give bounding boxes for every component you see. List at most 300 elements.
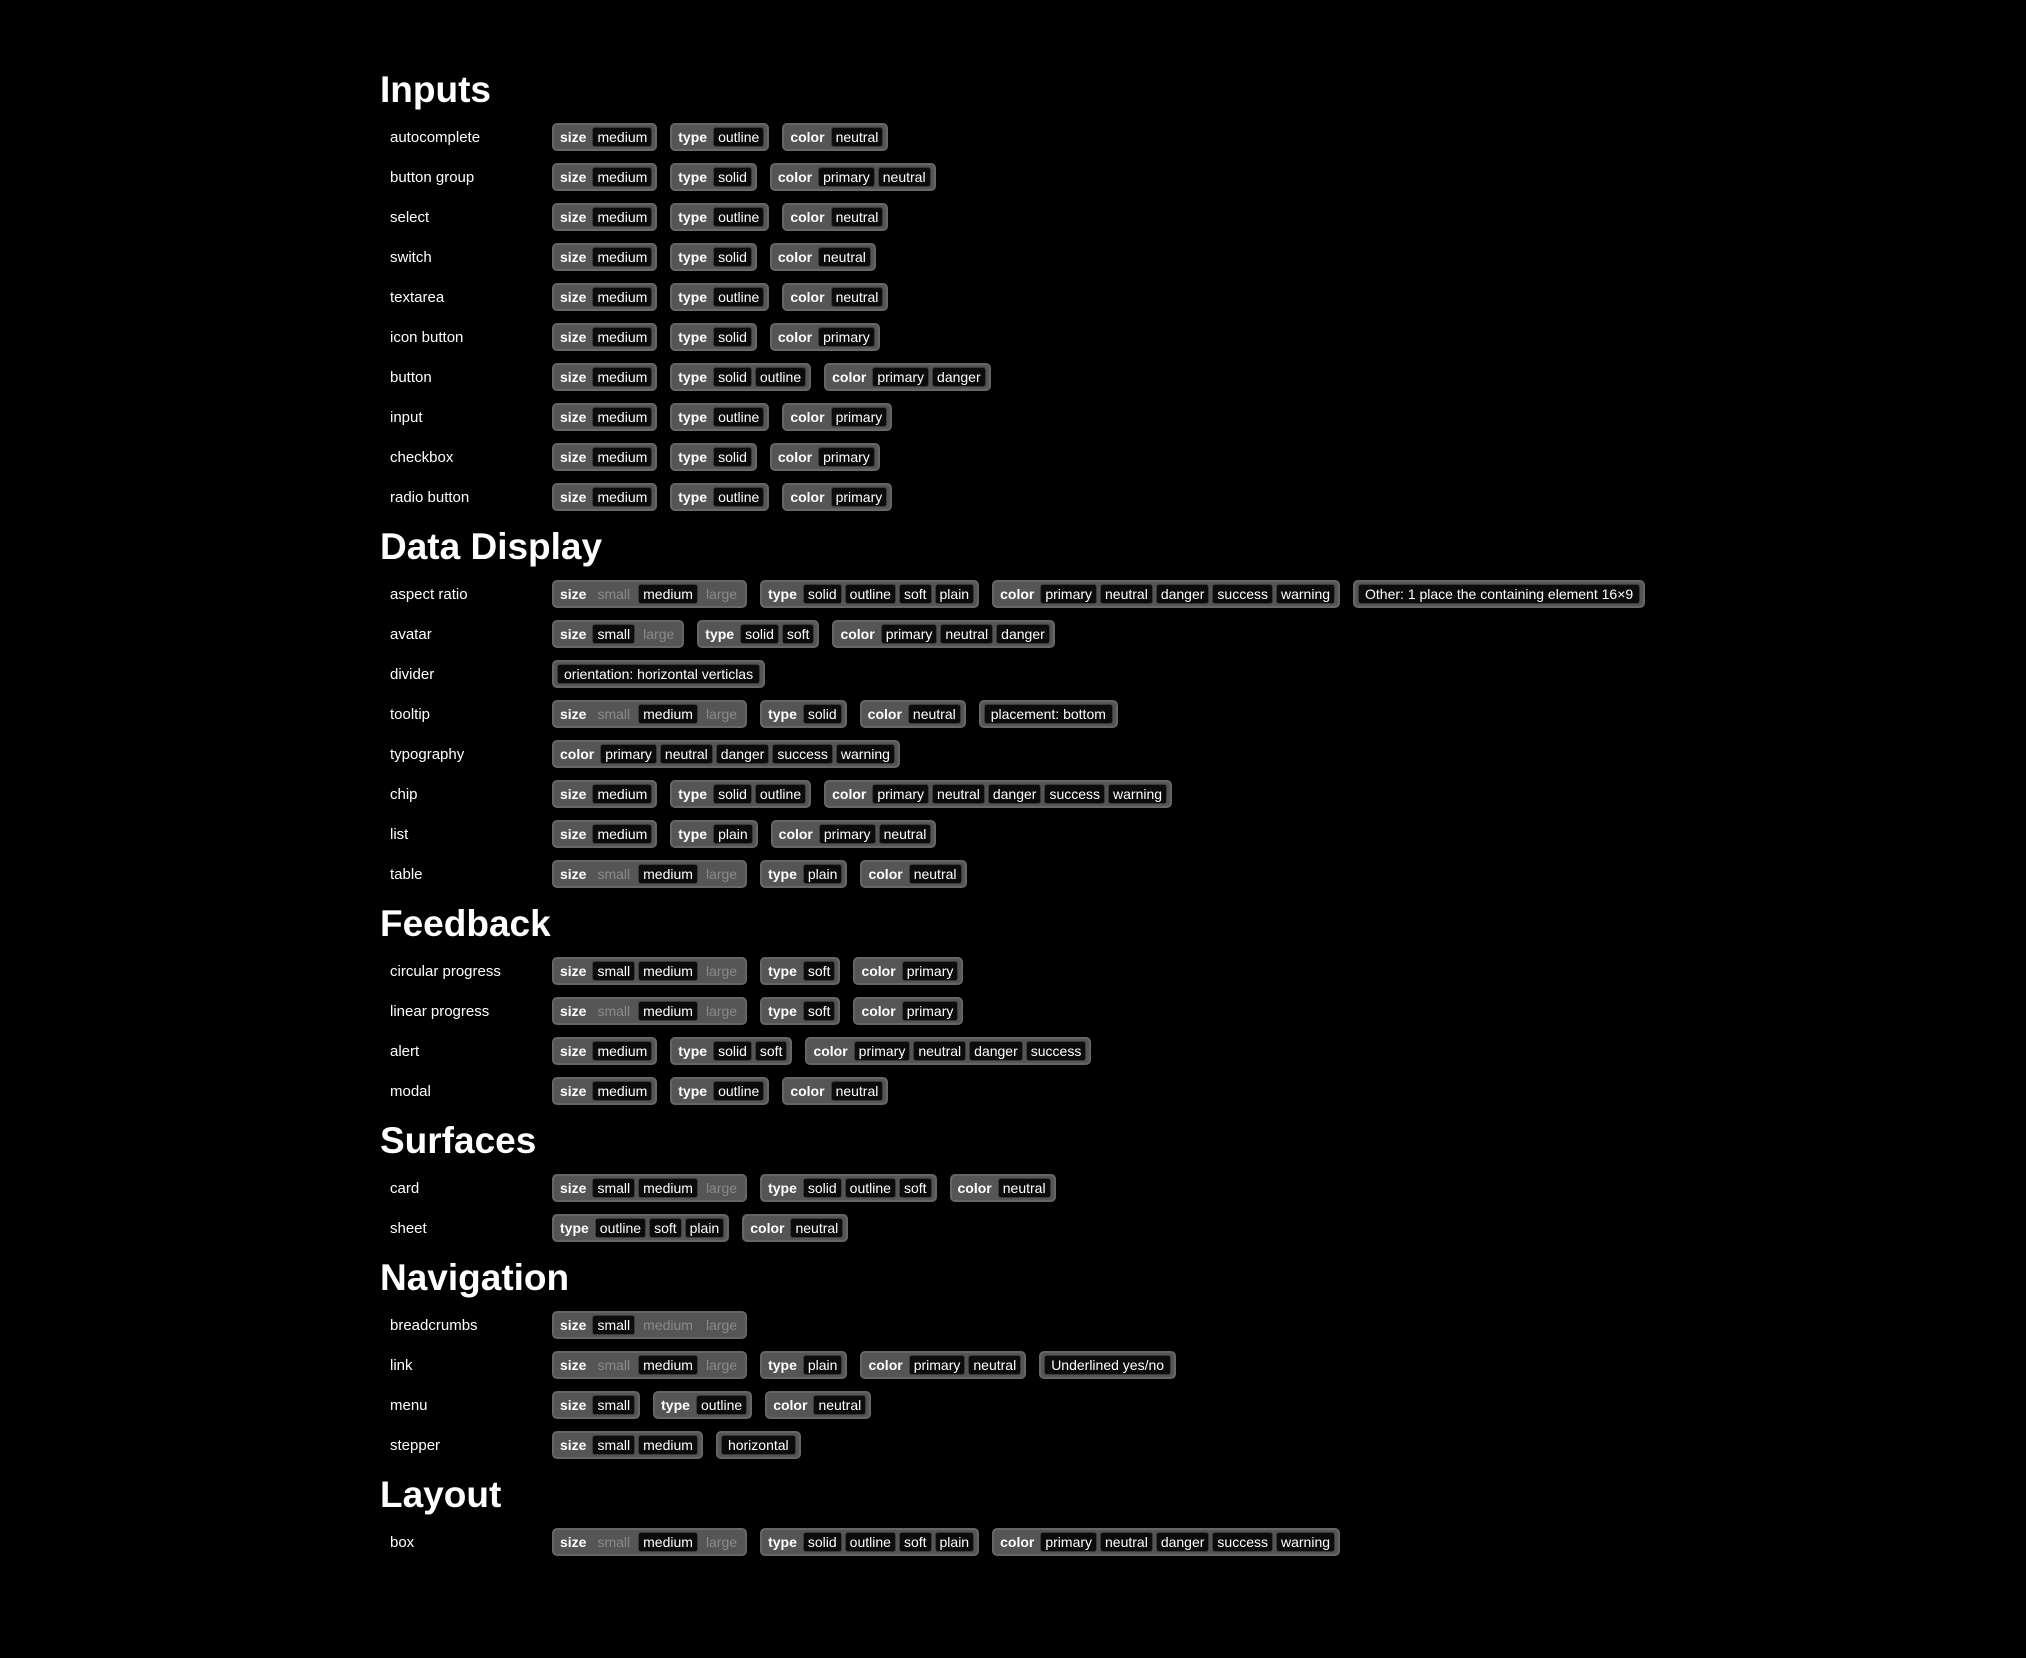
component-row-radio-button <box>380 477 1980 517</box>
option-solid: solid <box>803 704 842 724</box>
option-plain: plain <box>803 864 843 884</box>
prop-group-color <box>782 1077 888 1105</box>
prop-groups <box>552 203 888 231</box>
prop-groups <box>552 483 892 511</box>
prop-label: size <box>560 826 587 842</box>
component-row-modal <box>380 1071 1980 1111</box>
option-medium: medium <box>592 167 652 187</box>
component-name: chip <box>390 785 418 803</box>
prop-label: type <box>678 826 708 842</box>
option-medium: medium <box>592 207 652 227</box>
component-name: sheet <box>390 1219 427 1237</box>
prop-group-size <box>552 957 747 985</box>
option-soft: soft <box>899 584 932 604</box>
option-outline: outline <box>755 784 806 804</box>
option-outline: outline <box>845 1178 896 1198</box>
option-neutral: neutral <box>1100 1532 1153 1552</box>
prop-label: size <box>560 1357 587 1373</box>
option-neutral: neutral <box>831 287 884 307</box>
note-text: horizontal <box>721 1435 796 1455</box>
prop-group-color <box>782 403 892 431</box>
prop-label: type <box>768 1003 797 1019</box>
prop-group-size <box>552 1174 747 1202</box>
option-solid: solid <box>740 624 779 644</box>
prop-group-color <box>832 620 1054 648</box>
component-name: aspect ratio <box>390 585 468 603</box>
prop-groups <box>552 780 1172 808</box>
option-primary: primary <box>1040 1532 1097 1552</box>
prop-label: color <box>790 289 825 305</box>
prop-group-type <box>670 443 757 471</box>
prop-label: color <box>750 1220 785 1236</box>
component-row-link <box>380 1345 1980 1385</box>
note-chip <box>716 1431 801 1459</box>
prop-group-type <box>760 1174 936 1202</box>
prop-group-color <box>824 363 991 391</box>
prop-group-color <box>770 443 880 471</box>
note-chip <box>1039 1351 1176 1379</box>
prop-group-color <box>950 1174 1056 1202</box>
option-danger: danger <box>988 784 1042 804</box>
prop-label: color <box>840 626 875 642</box>
prop-label: type <box>768 586 797 602</box>
prop-label: type <box>678 409 708 425</box>
option-medium: medium <box>638 584 698 604</box>
option-danger: danger <box>1156 1532 1210 1552</box>
prop-label: type <box>678 289 708 305</box>
prop-label: size <box>560 249 587 265</box>
prop-group-size <box>552 243 657 271</box>
prop-label: size <box>560 1083 587 1099</box>
option-medium: medium <box>592 1081 652 1101</box>
note-chip <box>552 660 765 688</box>
component-name: linear progress <box>390 1002 490 1020</box>
option-solid: solid <box>713 327 752 347</box>
prop-group-color <box>860 700 966 728</box>
option-plain: plain <box>935 1532 975 1552</box>
option-primary: primary <box>831 487 888 507</box>
option-solid: solid <box>713 247 752 267</box>
prop-label: size <box>560 1180 587 1196</box>
option-medium: medium <box>592 407 652 427</box>
option-outline: outline <box>845 584 896 604</box>
option-medium: medium <box>592 367 652 387</box>
option-medium: medium <box>638 864 698 884</box>
component-row-circular-progress <box>380 951 1980 991</box>
prop-group-size <box>552 997 747 1025</box>
option-outline: outline <box>713 407 764 427</box>
note-text: placement: bottom <box>984 704 1113 724</box>
prop-group-size <box>552 1391 640 1419</box>
option-primary: primary <box>872 784 929 804</box>
option-large: large <box>705 1317 738 1333</box>
prop-group-size <box>552 403 657 431</box>
option-large: large <box>643 626 675 642</box>
option-primary: primary <box>1040 584 1097 604</box>
prop-group-type <box>670 1037 792 1065</box>
option-neutral: neutral <box>1100 584 1153 604</box>
option-medium: medium <box>638 1435 698 1455</box>
component-name: breadcrumbs <box>390 1316 478 1334</box>
option-neutral: neutral <box>968 1355 1021 1375</box>
prop-group-size <box>552 1351 747 1379</box>
option-solid: solid <box>803 584 842 604</box>
option-outline: outline <box>713 487 764 507</box>
component-row-checkbox <box>380 437 1980 477</box>
option-danger: danger <box>932 367 986 387</box>
option-small: small <box>592 1395 635 1415</box>
prop-group-size <box>552 443 657 471</box>
option-success: success <box>1212 584 1273 604</box>
prop-label: size <box>560 449 587 465</box>
component-name: input <box>390 408 423 426</box>
option-soft: soft <box>782 624 815 644</box>
component-name: divider <box>390 665 435 683</box>
option-warning: warning <box>1276 584 1335 604</box>
prop-group-color <box>782 123 888 151</box>
option-neutral: neutral <box>879 824 932 844</box>
prop-label: size <box>560 786 587 802</box>
option-success: success <box>772 744 833 764</box>
option-success: success <box>1044 784 1105 804</box>
prop-label: color <box>777 449 813 465</box>
prop-group-type <box>670 403 769 431</box>
prop-label: color <box>832 369 867 385</box>
component-row-switch <box>380 237 1980 277</box>
note-chip <box>979 700 1118 728</box>
prop-label: color <box>790 489 825 505</box>
prop-group-size <box>552 203 657 231</box>
option-plain: plain <box>685 1218 725 1238</box>
component-name: icon button <box>390 328 464 346</box>
prop-group-type <box>670 1077 769 1105</box>
option-soft: soft <box>899 1178 932 1198</box>
option-small: small <box>597 1534 631 1550</box>
component-name: modal <box>390 1082 431 1100</box>
component-name: checkbox <box>390 448 454 466</box>
prop-label: type <box>560 1220 589 1236</box>
component-row-breadcrumbs <box>380 1305 1980 1345</box>
prop-groups <box>552 283 888 311</box>
prop-group-type <box>670 780 811 808</box>
section-title-surfaces: Surfaces <box>380 1120 537 1161</box>
prop-label: color <box>773 1397 808 1413</box>
prop-label: color <box>790 129 825 145</box>
option-small: small <box>597 1357 631 1373</box>
prop-label: type <box>678 369 708 385</box>
component-name: link <box>390 1356 413 1374</box>
component-row-icon-button <box>380 317 1980 357</box>
section-rows-surfaces <box>380 1168 1980 1248</box>
option-warning: warning <box>1108 784 1167 804</box>
prop-group-type <box>670 243 757 271</box>
prop-label: size <box>560 1397 587 1413</box>
option-small: small <box>592 1178 635 1198</box>
option-medium: medium <box>638 961 698 981</box>
option-small: small <box>592 624 635 644</box>
option-outline: outline <box>713 127 764 147</box>
option-large: large <box>705 1003 738 1019</box>
option-medium: medium <box>592 487 652 507</box>
option-outline: outline <box>755 367 806 387</box>
prop-groups <box>552 580 1645 608</box>
prop-group-color <box>824 780 1172 808</box>
prop-label: size <box>560 866 587 882</box>
prop-label: color <box>790 209 825 225</box>
prop-groups <box>552 1077 888 1105</box>
option-danger: danger <box>716 744 770 764</box>
prop-group-size <box>552 780 657 808</box>
option-plain: plain <box>713 824 753 844</box>
option-primary: primary <box>600 744 657 764</box>
prop-group-color <box>805 1037 1091 1065</box>
prop-label: size <box>560 369 587 385</box>
prop-groups <box>552 1174 1056 1202</box>
option-large: large <box>705 866 738 882</box>
option-solid: solid <box>803 1532 842 1552</box>
option-primary: primary <box>872 367 929 387</box>
component-name: autocomplete <box>390 128 481 146</box>
option-medium: medium <box>592 824 652 844</box>
section-rows-feedback <box>380 951 1980 1111</box>
component-name: radio button <box>390 488 470 506</box>
option-medium: medium <box>592 247 652 267</box>
option-plain: plain <box>803 1355 843 1375</box>
option-soft: soft <box>649 1218 682 1238</box>
prop-group-size <box>552 700 747 728</box>
prop-groups <box>552 1311 747 1339</box>
prop-label: size <box>560 1534 587 1550</box>
prop-groups <box>552 1037 1091 1065</box>
prop-label: size <box>560 409 587 425</box>
option-small: small <box>592 961 635 981</box>
component-row-button <box>380 357 1980 397</box>
prop-label: color <box>777 249 813 265</box>
note-text: Other: 1 place the containing element 16×9 <box>1358 584 1640 604</box>
prop-group-color <box>552 740 900 768</box>
option-solid: solid <box>803 1178 842 1198</box>
component-name: box <box>390 1533 415 1551</box>
option-neutral: neutral <box>831 207 884 227</box>
option-medium: medium <box>638 1001 698 1021</box>
option-medium: medium <box>592 784 652 804</box>
component-row-button-group <box>380 157 1980 197</box>
prop-label: type <box>678 489 708 505</box>
component-name: switch <box>390 248 432 266</box>
option-soft: soft <box>755 1041 788 1061</box>
option-neutral: neutral <box>831 127 884 147</box>
prop-group-size <box>552 820 657 848</box>
prop-group-color <box>992 1528 1340 1556</box>
prop-label: size <box>560 706 587 722</box>
prop-group-size <box>552 1311 747 1339</box>
prop-group-size <box>552 1037 657 1065</box>
note-chip <box>1353 580 1645 608</box>
option-primary: primary <box>902 961 959 981</box>
option-primary: primary <box>881 624 938 644</box>
option-soft: soft <box>803 961 836 981</box>
component-row-alert <box>380 1031 1980 1071</box>
section-title-layout: Layout <box>380 1474 502 1515</box>
prop-label: size <box>560 129 587 145</box>
component-row-tooltip <box>380 694 1980 734</box>
prop-group-type <box>670 483 769 511</box>
prop-label: size <box>560 169 587 185</box>
option-danger: danger <box>1156 584 1210 604</box>
option-medium: medium <box>638 1178 698 1198</box>
option-success: success <box>1026 1041 1087 1061</box>
option-medium: medium <box>638 1355 698 1375</box>
option-warning: warning <box>1276 1532 1335 1552</box>
option-primary: primary <box>854 1041 911 1061</box>
component-name: menu <box>390 1396 428 1414</box>
option-solid: solid <box>713 1041 752 1061</box>
prop-label: type <box>768 1534 797 1550</box>
component-name: stepper <box>390 1436 441 1454</box>
option-outline: outline <box>595 1218 646 1238</box>
prop-group-size <box>552 323 657 351</box>
component-row-typography <box>380 734 1980 774</box>
option-neutral: neutral <box>790 1218 843 1238</box>
prop-group-size <box>552 1077 657 1105</box>
option-small: small <box>597 866 631 882</box>
prop-group-color <box>771 820 937 848</box>
prop-group-size <box>552 1431 703 1459</box>
option-solid: solid <box>713 447 752 467</box>
prop-label: size <box>560 626 587 642</box>
option-medium: medium <box>592 1041 652 1061</box>
component-name: card <box>390 1179 420 1197</box>
prop-label: size <box>560 289 587 305</box>
prop-group-color <box>853 997 963 1025</box>
prop-groups <box>552 403 892 431</box>
prop-label: color <box>777 329 813 345</box>
option-neutral: neutral <box>913 1041 966 1061</box>
component-row-box <box>380 1522 1980 1562</box>
component-name: button group <box>390 168 475 186</box>
prop-groups <box>552 997 963 1025</box>
prop-group-size <box>552 283 657 311</box>
option-medium: medium <box>638 704 698 724</box>
option-outline: outline <box>713 287 764 307</box>
prop-group-size <box>552 620 684 648</box>
option-primary: primary <box>819 824 876 844</box>
option-primary: primary <box>909 1355 966 1375</box>
component-row-stepper <box>380 1425 1980 1465</box>
prop-groups <box>552 820 936 848</box>
option-primary: primary <box>902 1001 959 1021</box>
component-row-divider <box>380 654 1980 694</box>
prop-label: color <box>560 746 595 762</box>
option-small: small <box>597 1003 631 1019</box>
prop-label: color <box>861 963 896 979</box>
prop-label: color <box>790 409 825 425</box>
prop-groups <box>552 1351 1176 1379</box>
prop-groups <box>552 163 936 191</box>
prop-group-size <box>552 483 657 511</box>
prop-group-size <box>552 580 747 608</box>
component-row-aspect-ratio <box>380 574 1980 614</box>
prop-label: color <box>861 1003 896 1019</box>
prop-groups <box>552 1214 848 1242</box>
section-title-inputs: Inputs <box>380 69 491 110</box>
prop-groups <box>552 1391 871 1419</box>
option-neutral: neutral <box>909 864 962 884</box>
option-neutral: neutral <box>831 1081 884 1101</box>
prop-groups <box>552 660 765 688</box>
prop-group-color <box>742 1214 848 1242</box>
option-large: large <box>705 706 738 722</box>
prop-label: type <box>678 329 708 345</box>
option-neutral: neutral <box>998 1178 1051 1198</box>
component-row-linear-progress <box>380 991 1980 1031</box>
prop-label: type <box>768 866 797 882</box>
prop-group-type <box>760 580 979 608</box>
prop-label: type <box>768 706 797 722</box>
prop-groups <box>552 700 1118 728</box>
component-row-autocomplete <box>380 117 1980 157</box>
option-soft: soft <box>803 1001 836 1021</box>
prop-group-type <box>760 700 847 728</box>
prop-label: size <box>560 586 587 602</box>
prop-label: color <box>777 169 813 185</box>
option-large: large <box>705 963 738 979</box>
component-row-card <box>380 1168 1980 1208</box>
prop-label: type <box>678 1083 708 1099</box>
component-name: textarea <box>390 288 445 306</box>
option-medium: medium <box>592 447 652 467</box>
prop-group-type <box>670 283 769 311</box>
component-catalog <box>380 66 1980 1566</box>
component-name: circular progress <box>390 962 501 980</box>
prop-groups <box>552 243 876 271</box>
prop-group-color <box>770 243 876 271</box>
component-name: list <box>390 825 409 843</box>
prop-label: type <box>768 963 797 979</box>
option-neutral: neutral <box>818 247 871 267</box>
prop-label: color <box>790 1083 825 1099</box>
section-title-feedback: Feedback <box>380 903 551 944</box>
option-primary: primary <box>818 447 875 467</box>
component-name: table <box>390 865 423 883</box>
prop-groups <box>552 363 991 391</box>
prop-group-size <box>552 363 657 391</box>
prop-group-size <box>552 163 657 191</box>
prop-label: type <box>678 449 708 465</box>
option-large: large <box>705 1180 738 1196</box>
prop-label: color <box>813 1043 848 1059</box>
option-small: small <box>592 1435 635 1455</box>
prop-group-color <box>782 203 888 231</box>
prop-group-size <box>552 1528 747 1556</box>
prop-label: color <box>778 826 813 842</box>
component-name: alert <box>390 1042 420 1060</box>
option-outline: outline <box>696 1395 747 1415</box>
prop-label: size <box>560 1437 587 1453</box>
prop-groups <box>552 620 1055 648</box>
prop-groups <box>552 957 963 985</box>
prop-groups <box>552 123 888 151</box>
prop-group-color <box>770 163 936 191</box>
prop-group-type <box>653 1391 752 1419</box>
note-text: orientation: horizontal verticlas <box>557 664 760 684</box>
option-warning: warning <box>836 744 895 764</box>
prop-group-type <box>670 820 757 848</box>
component-name: typography <box>390 745 465 763</box>
prop-label: color <box>957 1180 992 1196</box>
prop-label: size <box>560 209 587 225</box>
option-neutral: neutral <box>940 624 993 644</box>
